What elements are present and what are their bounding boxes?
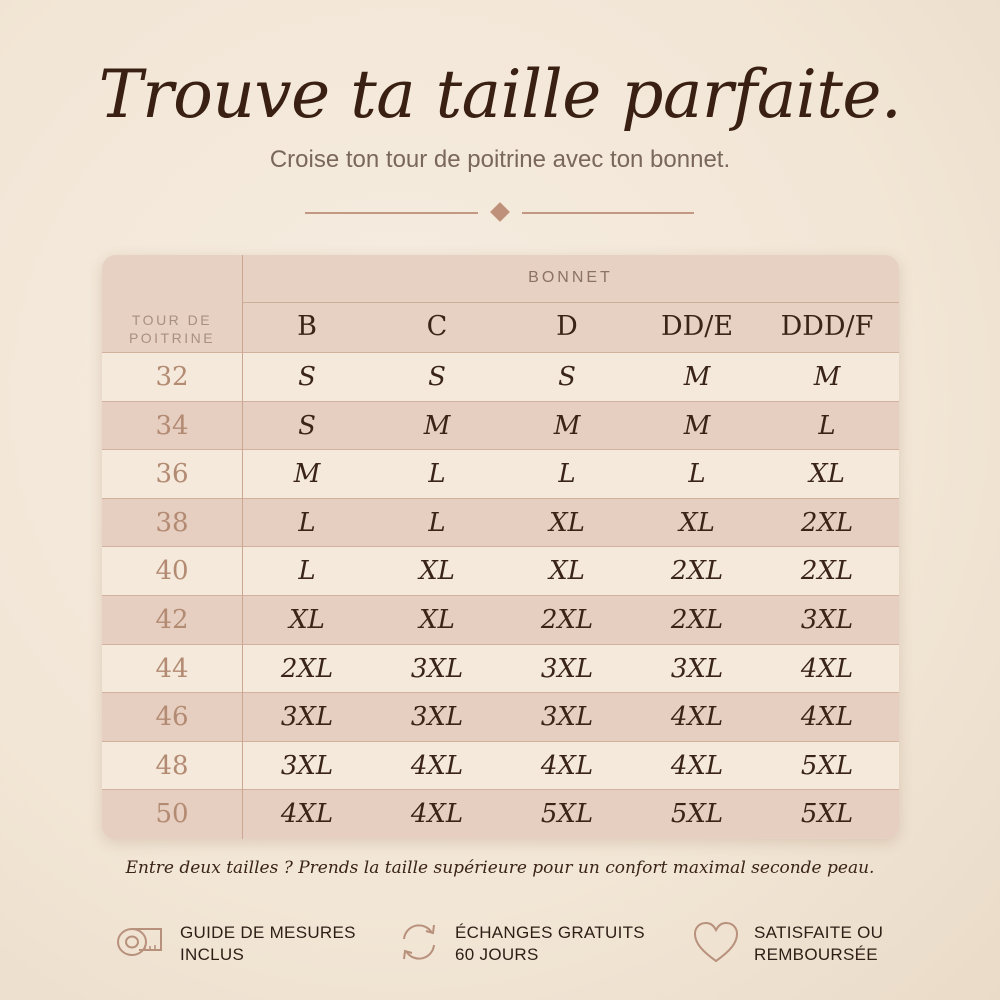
size-tip-note: Entre deux tailles ? Prends la taille supérieure pour un confort maximal seconde peau. (125, 858, 875, 878)
size-cell: M (553, 410, 581, 441)
size-cell: S (298, 362, 316, 392)
band-column-separator (242, 255, 243, 839)
size-cell: 3XL (800, 605, 854, 635)
band-size-label: 44 (155, 653, 189, 684)
size-cell: XL (549, 507, 585, 538)
size-cell: M (293, 459, 321, 490)
size-cell: XL (549, 556, 585, 587)
band-size-label: 38 (155, 507, 189, 538)
diamond-ornament-icon (490, 202, 510, 222)
size-cell: L (428, 507, 446, 538)
size-cell: 4XL (800, 653, 854, 684)
size-cell: 2XL (800, 556, 854, 587)
table-row (102, 789, 899, 838)
size-cell: 5XL (540, 799, 594, 830)
size-cell: L (688, 459, 706, 490)
size-cell: XL (419, 605, 455, 635)
size-cell: M (423, 410, 451, 441)
size-cell: XL (809, 459, 845, 490)
table-row (102, 644, 899, 693)
size-cell: 4XL (670, 702, 724, 733)
heart-icon (692, 920, 740, 964)
feature-satisfaction-guarantee (692, 920, 922, 970)
feature-3-line2: REMBOURSÉE (754, 945, 878, 964)
size-cell: 4XL (540, 750, 594, 781)
table-row (102, 741, 899, 790)
band-size-label: 42 (155, 605, 189, 635)
size-cell: XL (679, 507, 715, 538)
band-size-label: 46 (155, 702, 189, 733)
size-cell: 5XL (800, 799, 854, 830)
cup-header-d: D (556, 311, 578, 342)
feature-1-line2: INCLUS (180, 945, 245, 964)
cup-header-c: C (426, 311, 448, 342)
table-row (102, 498, 899, 547)
size-cell: 3XL (410, 653, 464, 684)
table-row (102, 546, 899, 595)
size-cell: 5XL (800, 750, 854, 781)
exchange-arrows-icon (397, 920, 441, 964)
feature-2-line1: ÉCHANGES GRATUITS (455, 923, 645, 942)
size-cell: 3XL (280, 750, 334, 781)
size-cell: L (818, 410, 836, 441)
size-cell: L (428, 459, 446, 490)
feature-free-exchanges (397, 920, 667, 970)
size-cell: 4XL (670, 750, 724, 781)
table-row (102, 595, 899, 644)
band-size-label: 40 (155, 556, 189, 587)
table-row (102, 692, 899, 741)
feature-1-line1: GUIDE DE MESURES (180, 923, 356, 942)
size-cell: 4XL (410, 750, 464, 781)
band-size-label: 36 (155, 459, 189, 490)
table-row (102, 449, 899, 498)
cup-header-ddd-f: DDD/F (780, 311, 874, 342)
size-cell: 3XL (280, 702, 334, 733)
feature-measurement-guide (115, 920, 375, 970)
size-cell: 4XL (280, 799, 334, 830)
header-separator (242, 302, 899, 303)
size-cell: L (558, 459, 576, 490)
tour-label-line2: POITRINE (128, 330, 216, 346)
size-chart-table (102, 255, 899, 839)
cup-header-b: B (297, 311, 317, 342)
size-cell: 3XL (540, 653, 594, 684)
band-size-label: 32 (155, 362, 189, 392)
size-cell: 4XL (410, 799, 464, 830)
size-cell: 2XL (280, 653, 334, 684)
cup-header-dd-e: DD/E (660, 311, 734, 342)
measuring-tape-icon (115, 920, 165, 962)
table-row (102, 401, 899, 450)
divider-right (522, 212, 694, 214)
bonnet-header: BONNET (528, 269, 613, 286)
divider-left (305, 212, 478, 214)
size-cell: 2XL (540, 605, 594, 635)
size-cell: 5XL (670, 799, 724, 830)
size-cell: XL (289, 605, 325, 635)
size-cell: 2XL (800, 507, 854, 538)
size-cell: S (558, 362, 576, 392)
size-cell: M (813, 362, 841, 392)
size-cell: S (428, 362, 446, 392)
band-size-label: 48 (155, 750, 189, 781)
tour-de-poitrine-header (102, 311, 242, 347)
size-cell: S (298, 410, 316, 441)
size-cell: 2XL (670, 605, 724, 635)
size-cell: 3XL (540, 702, 594, 733)
size-cell: M (683, 362, 711, 392)
size-cell: M (683, 410, 711, 441)
size-cell: 2XL (670, 556, 724, 587)
page-title: Trouve ta taille parfaite. (98, 56, 902, 133)
table-row (102, 352, 899, 401)
feature-3-line1: SATISFAITE OU (754, 923, 884, 942)
size-cell: XL (419, 556, 455, 587)
feature-2-line2: 60 JOURS (455, 945, 539, 964)
size-cell: 3XL (670, 653, 724, 684)
page-subtitle: Croise ton tour de poitrine avec ton bonnet. (269, 146, 731, 173)
size-cell: L (298, 556, 316, 587)
size-cell: 3XL (410, 702, 464, 733)
band-size-label: 34 (155, 410, 189, 441)
size-cell: L (298, 507, 316, 538)
band-size-label: 50 (155, 799, 189, 830)
tour-label-line1: TOUR DE (131, 312, 213, 328)
size-cell: 4XL (800, 702, 854, 733)
